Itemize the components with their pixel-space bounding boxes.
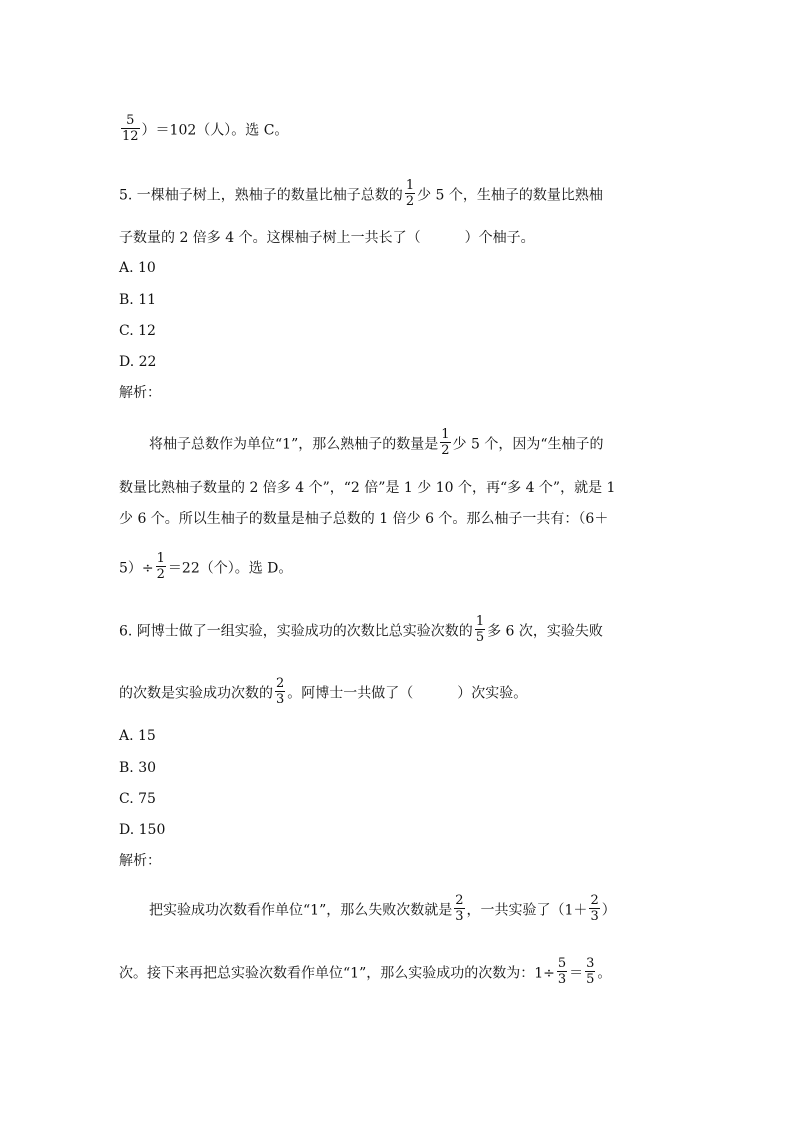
q5-stem-line1: 5. 一棵柚子树上，熟柚子的数量比柚子总数的 $\frac{1}{2}$ 少 5 个，生柚子的数量比熟柚 [119,178,603,209]
q5-stem-line2: 子数量的 2 倍多 4 个。这棵柚子树上一共长了（ ）个柚子。 [119,230,535,246]
q5-analysis-line2: 数量比熟柚子数量的 2 倍多 4 个”，“2 倍”是 1 少 10 个，再“多 4 个”，就是 1 [119,480,616,496]
q5-analysis-line4: 5）÷ $\frac{1}{2}$ ＝22（个）。选 D。 [119,551,293,582]
q6-analysis-label: 解析： [119,853,161,869]
q6-option-c: C. 75 [119,791,156,807]
q6-option-b: B. 30 [119,760,157,776]
q6-stem-line2: 的次数是实验成功次数的 $\frac{2}{3}$ 。阿博士一共做了（ ）次实验。 [119,676,528,707]
q6-analysis-line2: 次。接下来再把总实验次数看作单位“1”，那么实验成功的次数为：1÷ $\frac{5}{3}$ ＝ $\frac{3}{5}$ 。 [119,956,612,987]
fraction: $\frac{1}{2}$ [156,551,165,582]
fraction: $\frac{2}{3}$ [590,893,599,924]
q5-option-c: C. 12 [119,323,156,339]
q5-analysis-line3: 少 6 个。所以生柚子的数量是柚子总数的 1 倍少 6 个。那么柚子一共有：（6＋ [119,511,609,527]
fraction: $\frac{5}{12}$ [122,113,139,144]
q6-stem-line1: 6. 阿博士做了一组实验，实验成功的次数比总实验次数的 $\frac{1}{5}$ 多 6 次，实验失败 [119,614,603,645]
q5-option-b: B. 11 [119,292,157,308]
q6-option-a: A. 15 [119,728,156,744]
fraction: $\frac{2}{3}$ [455,893,464,924]
fraction: $\frac{1}{5}$ [475,614,485,645]
fraction: $\frac{1}{2}$ [441,427,450,458]
q5-option-d: D. 22 [119,354,157,370]
q6-analysis-line1: 把实验成功次数看作单位“1”，那么失败次数就是 $\frac{2}{3}$ ，一共实验了（1＋ $\frac{2}{3}$ ） [149,893,616,924]
q6-option-d: D. 150 [119,822,166,838]
fraction: $\frac{3}{5}$ [586,956,595,987]
q5-analysis-line1: 将柚子总数作为单位“1”，那么熟柚子的数量是 $\frac{1}{2}$ 少 5 个，因为“生柚子的 [149,427,604,458]
fraction: $\frac{2}{3}$ [276,676,285,707]
fraction: $\frac{1}{2}$ [405,178,415,209]
q5-analysis-label: 解析： [119,385,161,401]
q5-option-a: A. 10 [119,260,156,276]
fraction: $\frac{5}{3}$ [557,956,567,987]
prev-answer-line: $\frac{5}{12}$ ）＝102（人）。选 C。 [122,113,289,144]
